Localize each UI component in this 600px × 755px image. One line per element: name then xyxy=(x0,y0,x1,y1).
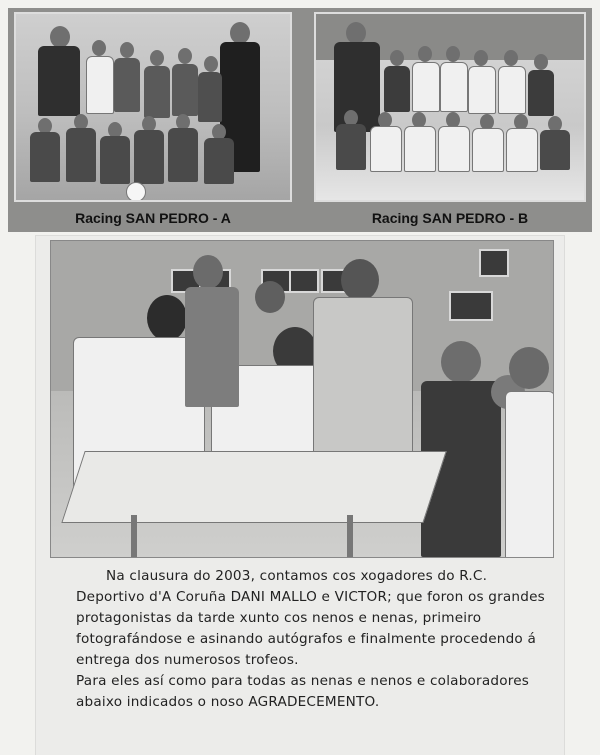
team-a-photo xyxy=(14,12,292,202)
article-paragraph-2: Para eles así como para todas as nenas e nenos e colaboradores abaixo indicados o noso AGRADECEMENTO. xyxy=(76,673,530,710)
team-photos-strip xyxy=(8,8,592,232)
team-b-photo xyxy=(314,12,586,202)
article-text xyxy=(76,566,546,713)
team-a-panel xyxy=(8,8,298,232)
team-b-panel xyxy=(308,8,592,232)
team-b-caption: Racing SAN PEDRO - B xyxy=(371,210,529,226)
team-a-caption: Racing SAN PEDRO - A xyxy=(75,210,231,226)
article-clipping xyxy=(36,236,564,755)
autograph-event-photo xyxy=(50,240,554,558)
article-paragraph-1: Na clausura do 2003, contamos cos xogadores do R.C. Deportivo d'A Coruña DANI MALLO e VICTOR; que foron os grandes protagonistas da tarde xunto cos nenos e nenas, primeiro fotografándose e asinando autógrafos e finalmente procedendo á entrega dos numerosos trofeos. xyxy=(76,568,545,668)
